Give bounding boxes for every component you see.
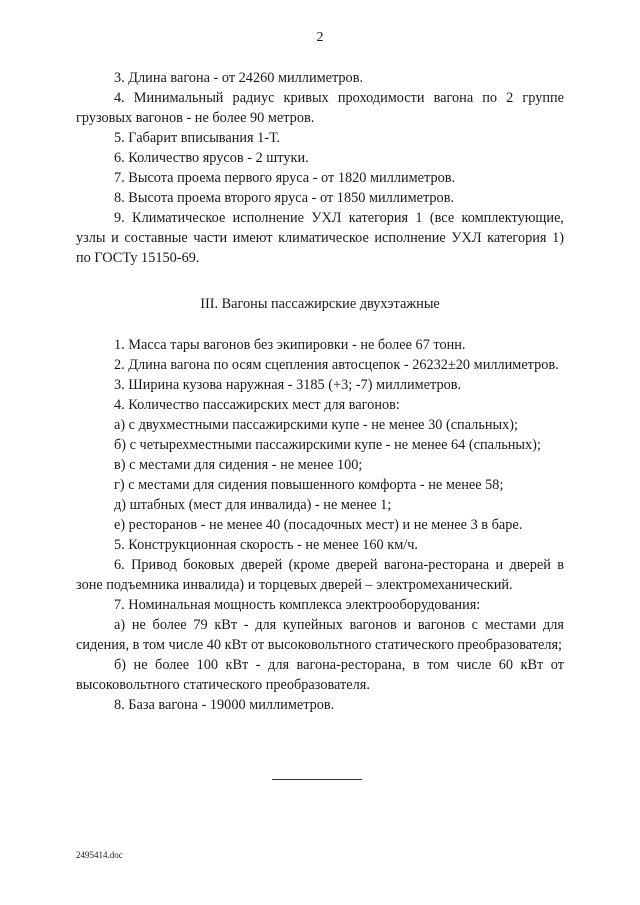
paragraph: 6. Количество ярусов - 2 штуки. bbox=[114, 150, 309, 166]
paragraph: 4. Количество пассажирских мест для вагонов: bbox=[114, 397, 400, 413]
paragraph: г) с местами для сидения повышенного комфорта - не менее 58; bbox=[114, 477, 504, 493]
paragraph: д) штабных (мест для инвалида) - не менее 1; bbox=[114, 497, 392, 513]
paragraph: а) с двухместными пассажирскими купе - не менее 30 (спальных); bbox=[114, 417, 518, 433]
document-code: 2495414.doc bbox=[76, 850, 123, 860]
paragraph: е) ресторанов - не менее 40 (посадочных мест) и не менее 3 в баре. bbox=[114, 517, 523, 533]
paragraph: 7. Номинальная мощность комплекса электрооборудования: bbox=[114, 597, 481, 613]
paragraph: б) с четырехместными пассажирскими купе - не менее 64 (спальных); bbox=[114, 437, 541, 453]
paragraph: 2. Длина вагона по осям сцепления автосцепок - 26232±20 миллиметров. bbox=[114, 357, 559, 373]
paragraph: в) с местами для сидения - не менее 100; bbox=[114, 457, 363, 473]
paragraph: 8. База вагона - 19000 миллиметров. bbox=[114, 697, 335, 713]
document-body bbox=[76, 68, 564, 715]
paragraph: 5. Конструкционная скорость - не менее 160 км/ч. bbox=[114, 537, 419, 553]
paragraph: 3. Длина вагона - от 24260 миллиметров. bbox=[114, 70, 364, 86]
paragraph: 9. Климатическое исполнение УХЛ категория 1 (все комплектующие, узлы и составные части имеют климатическое исполнение УХЛ категория 1) по ГОСТу 15150-69. bbox=[76, 210, 564, 266]
paragraph: а) не более 79 кВт - для купейных вагонов и вагонов с местами для сидения, в том числе 40 кВт от высоковольтного статического преобразователя; bbox=[76, 617, 564, 653]
paragraph: 6. Привод боковых дверей (кроме дверей вагона-ресторана и дверей в зоне подъемника инвалида) и торцевых дверей – электромеханический. bbox=[76, 557, 564, 593]
section-title: III. Вагоны пассажирские двухэтажные bbox=[200, 296, 440, 312]
paragraph: 3. Ширина кузова наружная - 3185 (+3; -7) миллиметров. bbox=[114, 377, 462, 393]
end-divider bbox=[272, 779, 362, 780]
page-number: 2 bbox=[316, 30, 324, 45]
paragraph: 8. Высота проема второго яруса - от 1850 миллиметров. bbox=[114, 190, 455, 206]
paragraph: 4. Минимальный радиус кривых проходимости вагона по 2 группе грузовых вагонов - не более 90 метров. bbox=[76, 90, 564, 126]
paragraph: б) не более 100 кВт - для вагона-ресторана, в том числе 60 кВт от высоковольтного статического преобразователя. bbox=[76, 657, 564, 693]
paragraph: 5. Габарит вписывания 1-Т. bbox=[114, 130, 280, 146]
paragraph: 7. Высота проема первого яруса - от 1820 миллиметров. bbox=[114, 170, 456, 186]
paragraph: 1. Масса тары вагонов без экипировки - не более 67 тонн. bbox=[114, 337, 466, 353]
